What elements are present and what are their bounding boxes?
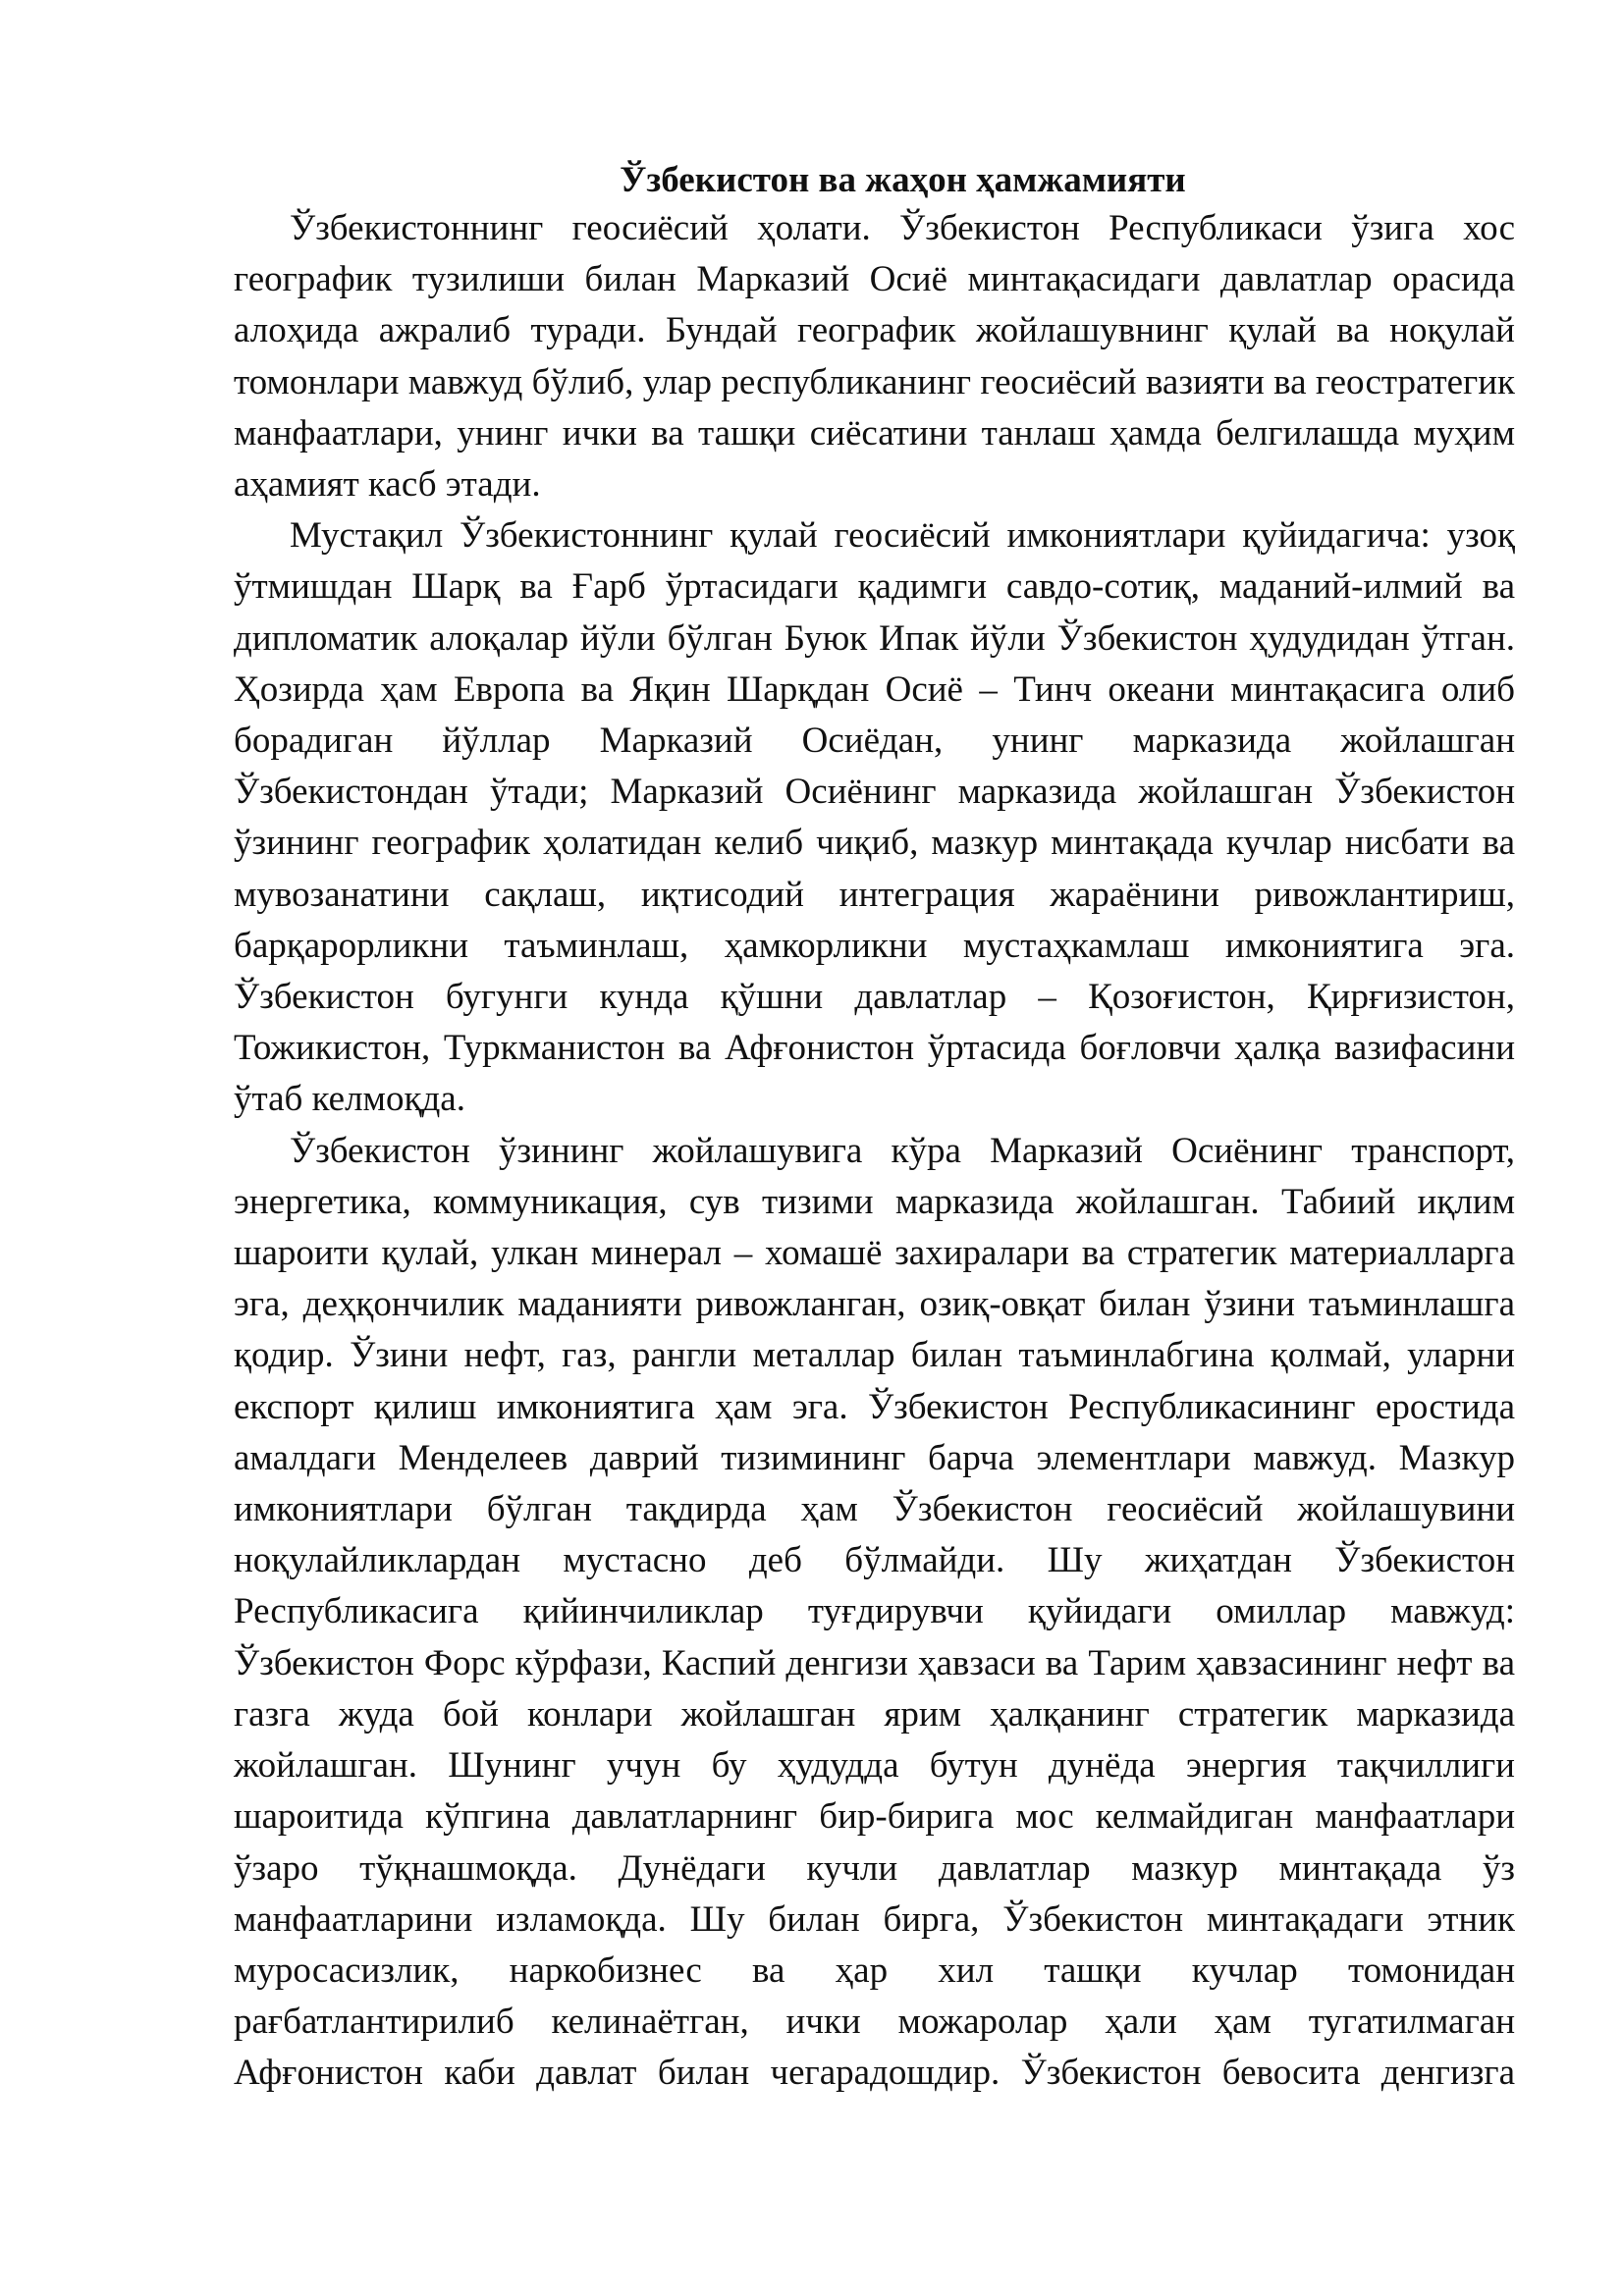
paragraph-geopolitical-position: Ўзбекистоннинг геосиёсий ҳолати. Ўзбекистон Республикаси ўзига хос географик тузилиши билан Марказий Осиё минтақасидаги давлатлар орасида алоҳида ажралиб туради. Бундай географик жойлашувнинг қулай ва ноқулай томонлари мавжуд бўлиб, улар республиканинг геосиёсий вазияти ва геостратегик манфаатлари, унинг ички ва ташқи сиёсатини танлаш ҳамда белгилашда муҳим аҳамият касб этади. <box>234 208 1515 506</box>
paragraph-location-factors: Ўзбекистон ўзининг жойлашувига кўра Марказий Осиёнинг транспорт, энергетика, коммуникация, сув тизими марказида жойлашган. Табиий иқлим шароити қулай, улкан минерал – хомашё захиралари ва стратегик материалларга эга, деҳқончилик маданияти ривожланган, озиқ-овқат билан ўзини таъминлашга қодир. Ўзини нефт, газ, рангли металлар билан таъминлабгина қолмай, уларни експорт қилиш имкониятига ҳам эга. Ўзбекистон Республикасининг еростида амалдаги Менделеев даврий тизимининг барча элементлари мавжуд. Мазкур имкониятлари бўлган тақдирда ҳам Ўзбекистон геосиёсий жойлашувини ноқулайликлардан мустасно деб бўлмайди. Шу жиҳатдан Ўзбекистон Республикасига қийинчиликлар туғдирувчи қуйидаги омиллар мавжуд: Ўзбекистон Форс кўрфази, Каспий денгизи ҳавзаси ва Тарим ҳавзасининг нефт ва газга жуда бой конлари жойлашган ярим ҳалқанинг стратегик марказида жойлашган. Шунинг учун бу ҳудудда бутун дунёда энергия тақчиллиги шароитида кўпгина давлатларнинг бир-бирига мос келмайдиган манфаатлари ўзаро тўқнашмоқда. Дунёдаги кучли давлатлар мазкур минтақада ўз манфаатларини изламоқда. Шу билан бирга, Ўзбекистон минтақадаги этник муросасизлик, наркобизнес ва ҳар хил ташқи кучлар томонидан рағбатлантирилиб келинаётган, ички можаролар ҳали ҳам тугатилмаган Афғонистон каби давлат билан чегарадошдир. Ўзбекистон бевосита денгизга <box>234 1130 1515 2094</box>
document-title: Ўзбекистон ва жаҳон ҳамжамияти <box>620 160 1186 200</box>
document-body <box>234 155 1515 2100</box>
paragraph-favorable-opportunities: Мустақил Ўзбекистоннинг қулай геосиёсий имкониятлари қуйидагича: узоқ ўтмишдан Шарқ ва Ғарб ўртасидаги қадимги савдо-сотиқ, маданий-илмий ва дипломатик алоқалар йўли бўлган Буюк Ипак йўли Ўзбекистон ҳудудидан ўтган. Ҳозирда ҳам Европа ва Яқин Шарқдан Осиё – Тинч океани минтақасига олиб борадиган йўллар Марказий Осиёдан, унинг марказида жойлашган Ўзбекистондан ўтади; Марказий Осиёнинг марказида жойлашган Ўзбекистон ўзининг географик ҳолатидан келиб чиқиб, мазкур минтақада кучлар нисбати ва мувозанатини сақлаш, иқтисодий интеграция жараёнини ривожлантириш, барқарорликни таъминлаш, ҳамкорликни мустаҳкамлаш имкониятига эга. Ўзбекистон бугунги кунда қўшни давлатлар – Қозоғистон, Қирғизистон, Тожикистон, Туркманистон ва Афғонистон ўртасида боғловчи ҳалқа вазифасини ўтаб келмоқда. <box>234 515 1515 1120</box>
